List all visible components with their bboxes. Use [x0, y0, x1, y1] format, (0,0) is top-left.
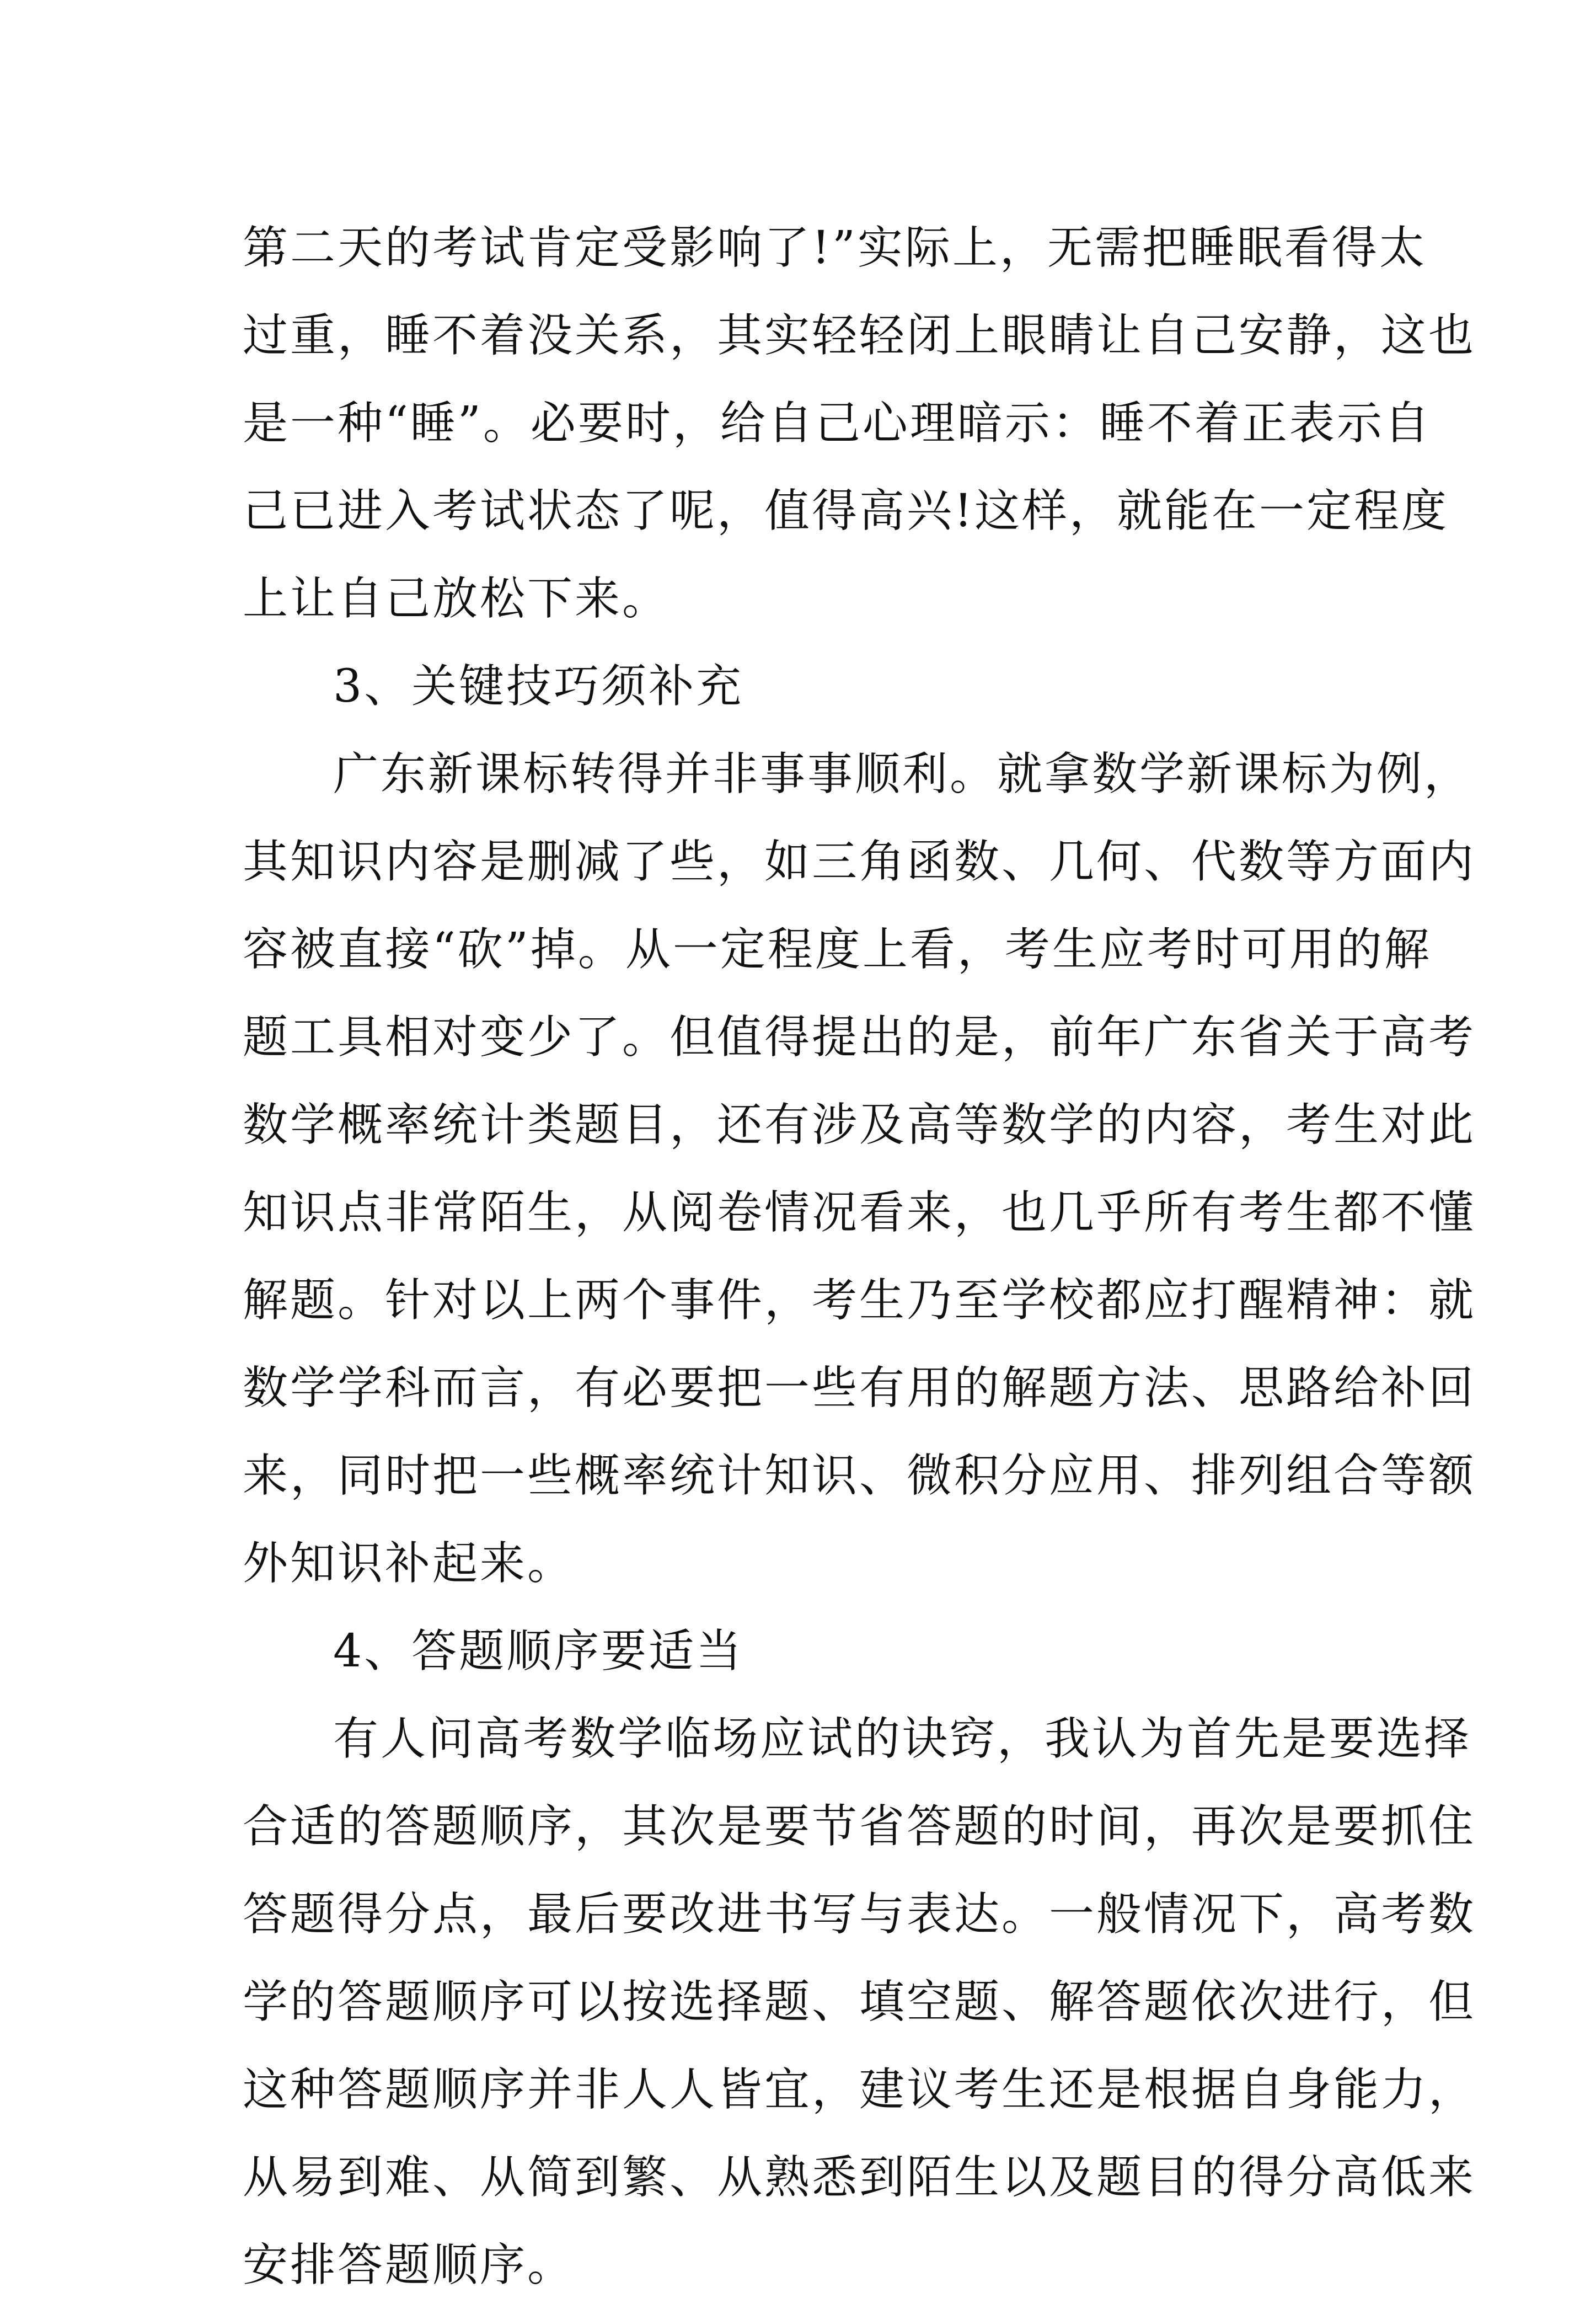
text-line: 题工具相对变少了。但值得提出的是，前年广东省关于高考 [243, 1011, 1476, 1063]
text-line: 数学学科而言，有必要把一些有用的解题方法、思路给补回 [243, 1362, 1476, 1414]
text-line: 第二天的考试肯定受影响了!”实际上，无需把睡眠看得太 [243, 222, 1427, 274]
text-line: 数学概率统计类题目，还有涉及高等数学的内容，考生对此 [243, 1099, 1476, 1151]
text-line: 学的答题顺序可以按选择题、填空题、解答题依次进行，但 [243, 1976, 1476, 2028]
text-line: 己已进入考试状态了呢，值得高兴!这样，就能在一定程度 [243, 485, 1449, 537]
text-line: 是一种“睡”。必要时，给自己心理暗示：睡不着正表示自 [243, 397, 1432, 450]
text-line: 来，同时把一些概率统计知识、微积分应用、排列组合等额 [243, 1450, 1476, 1502]
text-line: 知识点非常陌生，从阅卷情况看来，也几乎所有考生都不懂 [243, 1186, 1476, 1239]
text-line: 外知识补起来。 [243, 1537, 575, 1590]
document-page [243, 204, 1476, 2309]
text-line: 解题。针对以上两个事件，考生乃至学校都应打醒精神：就 [243, 1274, 1476, 1327]
text-line: 安排答题顺序。 [243, 2239, 575, 2291]
text-line: 这种答题顺序并非人人皆宜，建议考生还是根据自身能力， [243, 2064, 1476, 2116]
text-line: 答题得分点，最后要改进书写与表达。一般情况下，高考数 [243, 1888, 1476, 1941]
text-line: 从易到难、从简到繁、从熟悉到陌生以及题目的得分高低来 [243, 2151, 1476, 2204]
text-line: 过重，睡不着没关系，其实轻轻闭上眼睛让自己安静，这也 [243, 309, 1476, 362]
paragraph-first-line: 广东新课标转得并非事事顺利。就拿数学新课标为例， [333, 748, 1472, 800]
section-heading: 4、答题顺序要适当 [333, 1625, 744, 1677]
text-line: 上让自己放松下来。 [243, 573, 670, 625]
section-heading: 3、关键技巧须补充 [333, 660, 744, 713]
text-line: 合适的答题顺序，其次是要节省答题的时间，再次是要抓住 [243, 1800, 1476, 1853]
text-line: 其知识内容是删减了些，如三角函数、几何、代数等方面内 [243, 836, 1476, 888]
paragraph-first-line: 有人问高考数学临场应试的诀窍，我认为首先是要选择 [333, 1713, 1472, 1765]
text-line: 容被直接“砍”掉。从一定程度上看，考生应考时可用的解 [243, 923, 1432, 976]
